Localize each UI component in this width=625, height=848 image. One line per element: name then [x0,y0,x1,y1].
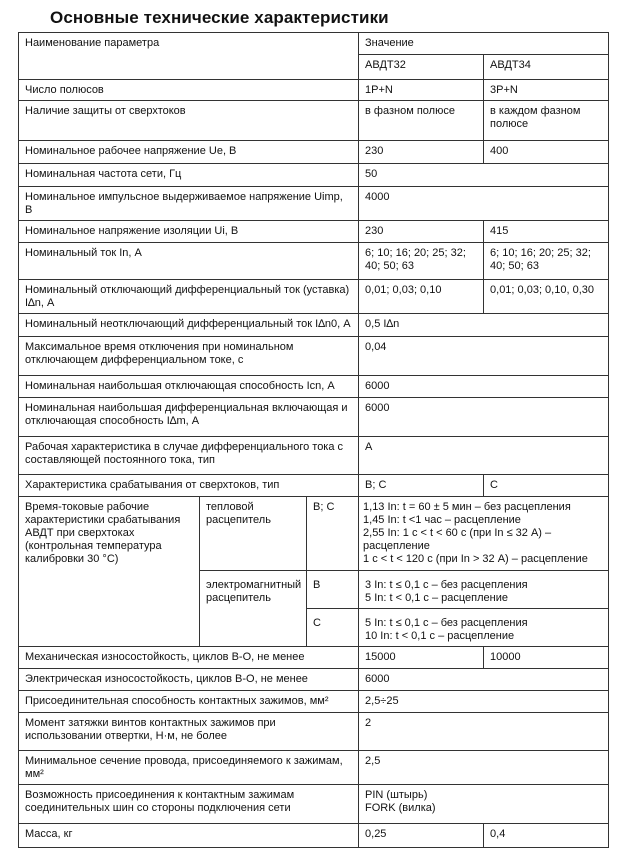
list-item: 10 In: t < 0,1 с – расцепление [365,630,515,642]
list-item: FORK (вилка) [365,802,436,814]
magnetic-c-values [359,609,609,647]
row-value: 6; 10; 16; 20; 25; 32; 40; 50; 63 [484,243,609,280]
list-item: 1,13 In: t = 60 ± 5 мин – без расцепления [363,501,571,513]
list-item: 2,55 In: 1 с < t < 60 с (при In ≤ 32 А) – расцепление [363,527,552,552]
table-row [19,243,609,280]
table-row [19,337,609,376]
page-title: Основные технические характеристики [50,8,389,27]
list-item: 3 In: t ≤ 0,1 с – без расцепления [365,579,528,591]
row-value: B; C [359,475,484,497]
row-label: Номинальная наибольшая отключающая способность Icn, А [19,376,359,398]
header-value: Значение [359,33,609,55]
row-label: Номинальный ток In, А [19,243,359,280]
row-value: 0,01; 0,03; 0,10, 0,30 [484,280,609,314]
row-label: Номинальная частота сети, Гц [19,164,359,187]
table-row [19,475,609,497]
row-label: Механическая износостойкость, циклов В-О, не менее [19,647,359,669]
row-label: Возможность присоединения к контактным зажимам соединительных шин со стороны подключения сети [19,785,359,824]
row-label: Наличие защиты от сверхтоков [19,101,359,141]
row-label: Номинальное импульсное выдерживаемое напряжение Uimp, В [19,187,359,221]
magnetic-b-values [359,571,609,609]
row-value: 6000 [359,669,609,691]
row-value: A [359,437,609,475]
list-item: 1,45 In: t <1 час – расцепление [363,514,521,526]
magnetic-type-c: C [307,609,359,647]
table-row [19,824,609,848]
table-row [19,785,609,824]
row-value: 6000 [359,376,609,398]
thermal-type: B; C [307,497,359,571]
table-row [19,80,609,101]
row-value: 0,01; 0,03; 0,10 [359,280,484,314]
row-label: Число полюсов [19,80,359,101]
table-row [19,713,609,751]
row-label: Время-токовые рабочие характеристики срабатывания АВДТ при сверхтоках (контрольная температура калибровки 30 °С) [19,497,200,647]
row-value: 415 [484,221,609,243]
row-value: 0,04 [359,337,609,376]
table-row [19,314,609,337]
row-value: 400 [484,141,609,164]
row-value: 6; 10; 16; 20; 25; 32; 40; 50; 63 [359,243,484,280]
row-value: 50 [359,164,609,187]
row-value: 0,25 [359,824,484,848]
row-value: в фазном полюсе [359,101,484,141]
row-value [359,785,609,824]
table-row [19,497,609,571]
row-value: 4000 [359,187,609,221]
row-value: 2,5÷25 [359,691,609,713]
row-value: 10000 [484,647,609,669]
thermal-values [359,497,609,571]
list-item: PIN (штырь) [365,789,428,801]
table-row [19,187,609,221]
thermal-release-label: тепловой расцепитель [200,497,307,571]
table-row [19,669,609,691]
table-row [19,376,609,398]
row-value: C [484,475,609,497]
table-row [19,437,609,475]
table-row [19,280,609,314]
row-value: 3P+N [484,80,609,101]
row-label: Номинальный отключающий дифференциальный ток (уставка) I∆n, А [19,280,359,314]
list-item: 1 с < t < 120 с (при In > 32 А) – расцепление [363,553,588,565]
row-label: Присоединительная способность контактных зажимов, мм² [19,691,359,713]
table-row [19,101,609,141]
row-label: Рабочая характеристика в случае дифференциального тока с составляющей постоянного тока, тип [19,437,359,475]
row-value: 230 [359,141,484,164]
table-row [19,141,609,164]
row-label: Электрическая износостойкость, циклов В-О, не менее [19,669,359,691]
row-label: Номинальная наибольшая дифференциальная включающая и отключающая способность I∆m, А [19,398,359,437]
row-label: Масса, кг [19,824,359,848]
row-label: Минимальное сечение провода, присоединяемого к зажимам, мм² [19,751,359,785]
header-param: Наименование параметра [19,33,359,80]
row-value: 2 [359,713,609,751]
row-label: Момент затяжки винтов контактных зажимов при использовании отвертки, Н·м, не более [19,713,359,751]
row-label: Характеристика срабатывания от сверхтоков, тип [19,475,359,497]
table-row [19,751,609,785]
spec-table [18,32,609,848]
row-value: в каждом фазном полюсе [484,101,609,141]
row-value: 15000 [359,647,484,669]
row-value: 0,4 [484,824,609,848]
row-value: 230 [359,221,484,243]
row-label: Номинальный неотключающий дифференциальный ток I∆n0, А [19,314,359,337]
magnetic-type-b: B [307,571,359,609]
table-row [19,221,609,243]
row-value: 6000 [359,398,609,437]
row-value: 0,5 I∆n [359,314,609,337]
table-row [19,691,609,713]
row-label: Максимальное время отключения при номинальном отключающем дифференциальном токе, с [19,337,359,376]
row-value: 1P+N [359,80,484,101]
magnetic-release-label: электромагнитный расцепитель [200,571,307,647]
table-row [19,164,609,187]
header-row [19,33,609,55]
list-item: 5 In: t < 0,1 с – расцепление [365,592,509,604]
table-row [19,647,609,669]
row-label: Номинальное напряжение изоляции Ui, В [19,221,359,243]
header-model1: АВДТ32 [359,55,484,80]
row-value: 2,5 [359,751,609,785]
header-model2: АВДТ34 [484,55,609,80]
table-row [19,398,609,437]
row-label: Номинальное рабочее напряжение Ue, В [19,141,359,164]
list-item: 5 In: t ≤ 0,1 с – без расцепления [365,617,528,629]
